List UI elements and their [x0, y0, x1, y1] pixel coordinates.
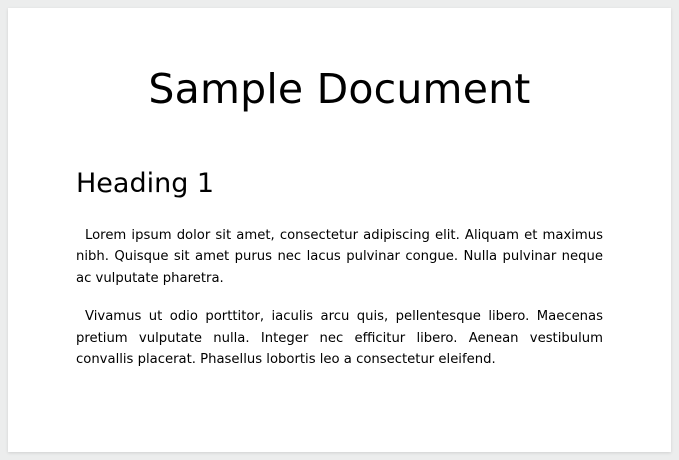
document-title: Sample Document: [148, 65, 531, 113]
document-page: [8, 8, 671, 452]
document-content: [8, 8, 671, 371]
document-paragraph: Lorem ipsum dolor sit amet, consectetur adipiscing elit. Aliquam et maximus nibh. Quisque sit amet purus nec lacus pulvinar congue. Nulla pulvinar neque ac vulputate pharetra.: [76, 227, 603, 287]
document-paragraph: Vivamus ut odio porttitor, iaculis arcu quis, pellentesque libero. Maecenas pretium vulputate nulla. Integer nec efficitur libero. Aenean vestibulum convallis placerat. Phasellus lobortis leo a consectetur eleifend.: [76, 308, 603, 368]
document-heading-1: Heading 1: [76, 168, 215, 200]
